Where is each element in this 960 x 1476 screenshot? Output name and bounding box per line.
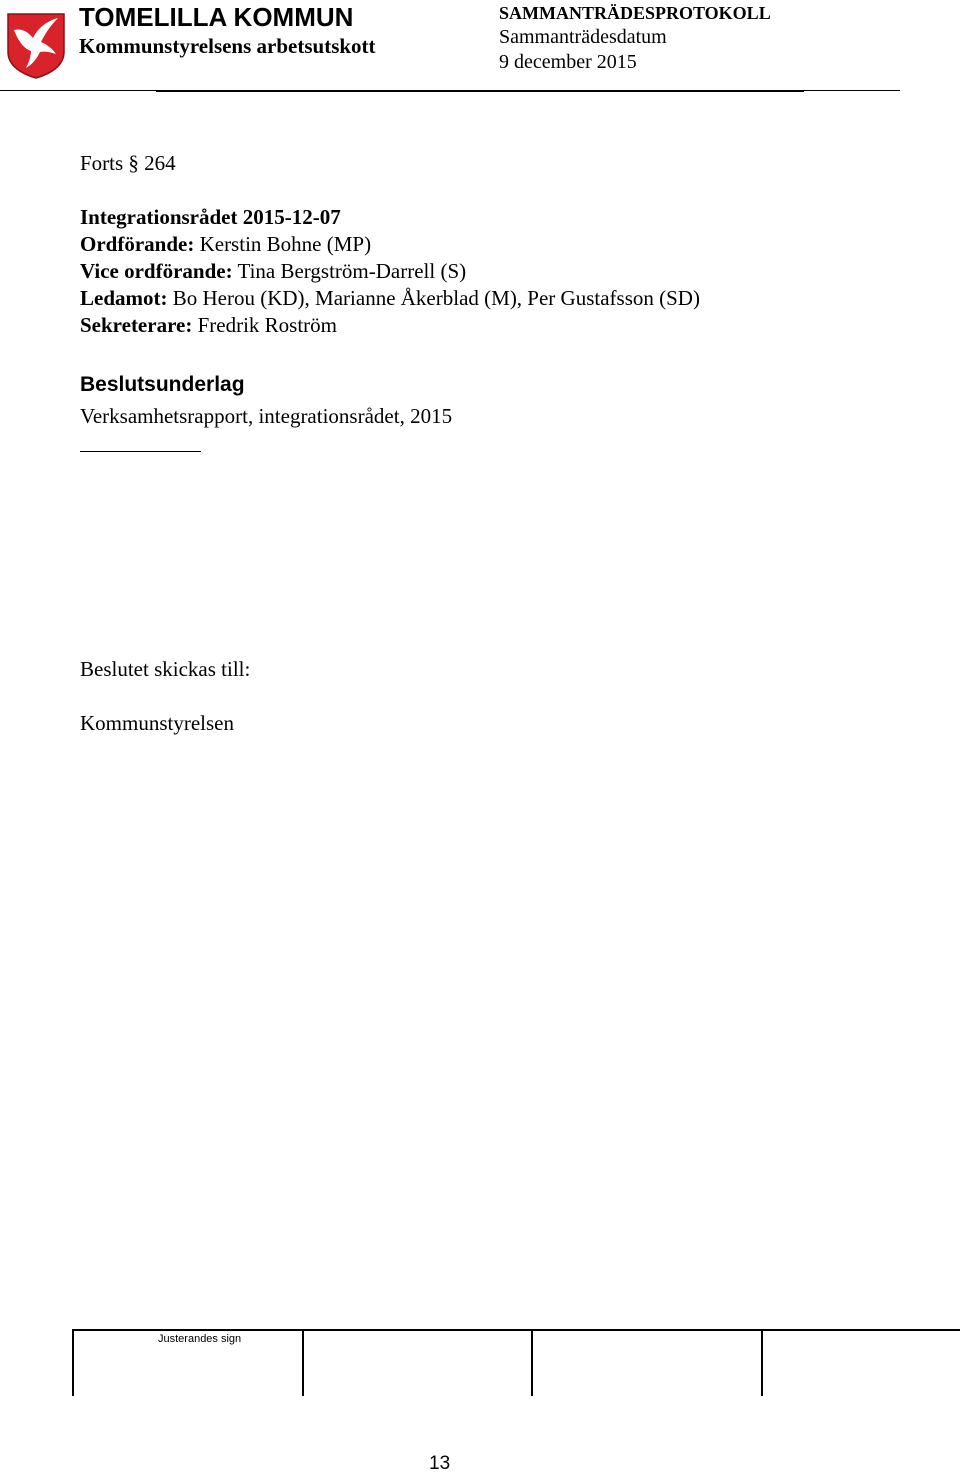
sent-to-recipient: Kommunstyrelsen bbox=[80, 711, 234, 735]
chair-line bbox=[80, 231, 371, 257]
header-divider-thick bbox=[156, 90, 804, 92]
signature-cell-divider bbox=[761, 1329, 763, 1396]
signature-table-top-border bbox=[72, 1329, 960, 1331]
council-title: Integrationsrådet 2015-12-07 bbox=[80, 205, 341, 229]
organization-unit: Kommunstyrelsens arbetsutskott bbox=[79, 34, 376, 58]
signature-cell-divider bbox=[72, 1329, 74, 1396]
chair-value: Kerstin Bohne (MP) bbox=[199, 232, 372, 256]
signature-cell-divider bbox=[531, 1329, 533, 1396]
sent-to-label: Beslutet skickas till: bbox=[80, 657, 251, 681]
basis-heading: Beslutsunderlag bbox=[80, 373, 245, 396]
secretary-line bbox=[80, 312, 337, 338]
continuation-paragraph: Forts § 264 bbox=[80, 151, 176, 175]
vice-chair-value: Tina Bergström-Darrell (S) bbox=[237, 259, 467, 283]
secretary-label: Sekreterare: bbox=[80, 313, 193, 337]
document-type: SAMMANTRÄDESPROTOKOLL bbox=[499, 3, 771, 23]
basis-item: Verksamhetsrapport, integrationsrådet, 2015 bbox=[80, 404, 453, 428]
signature-cell-divider bbox=[302, 1329, 304, 1396]
chair-label: Ordförande: bbox=[80, 232, 195, 256]
members-value: Bo Herou (KD), Marianne Åkerblad (M), Per Gustafsson (SD) bbox=[172, 286, 700, 310]
secretary-value: Fredrik Roström bbox=[197, 313, 338, 337]
section-divider bbox=[80, 451, 201, 452]
coat-of-arms-bird-icon bbox=[6, 12, 66, 80]
vice-chair-line bbox=[80, 258, 466, 284]
signature-table bbox=[72, 1329, 960, 1396]
members-line bbox=[80, 285, 700, 311]
vice-chair-label: Vice ordförande: bbox=[80, 259, 233, 283]
meeting-date-value: 9 december 2015 bbox=[499, 51, 637, 73]
organization-name: TOMELILLA KOMMUN bbox=[79, 2, 354, 32]
meeting-date-label: Sammanträdesdatum bbox=[499, 26, 667, 48]
page-number: 13 bbox=[429, 1453, 451, 1474]
signature-label: Justerandes sign bbox=[158, 1333, 242, 1345]
members-label: Ledamot: bbox=[80, 286, 168, 310]
